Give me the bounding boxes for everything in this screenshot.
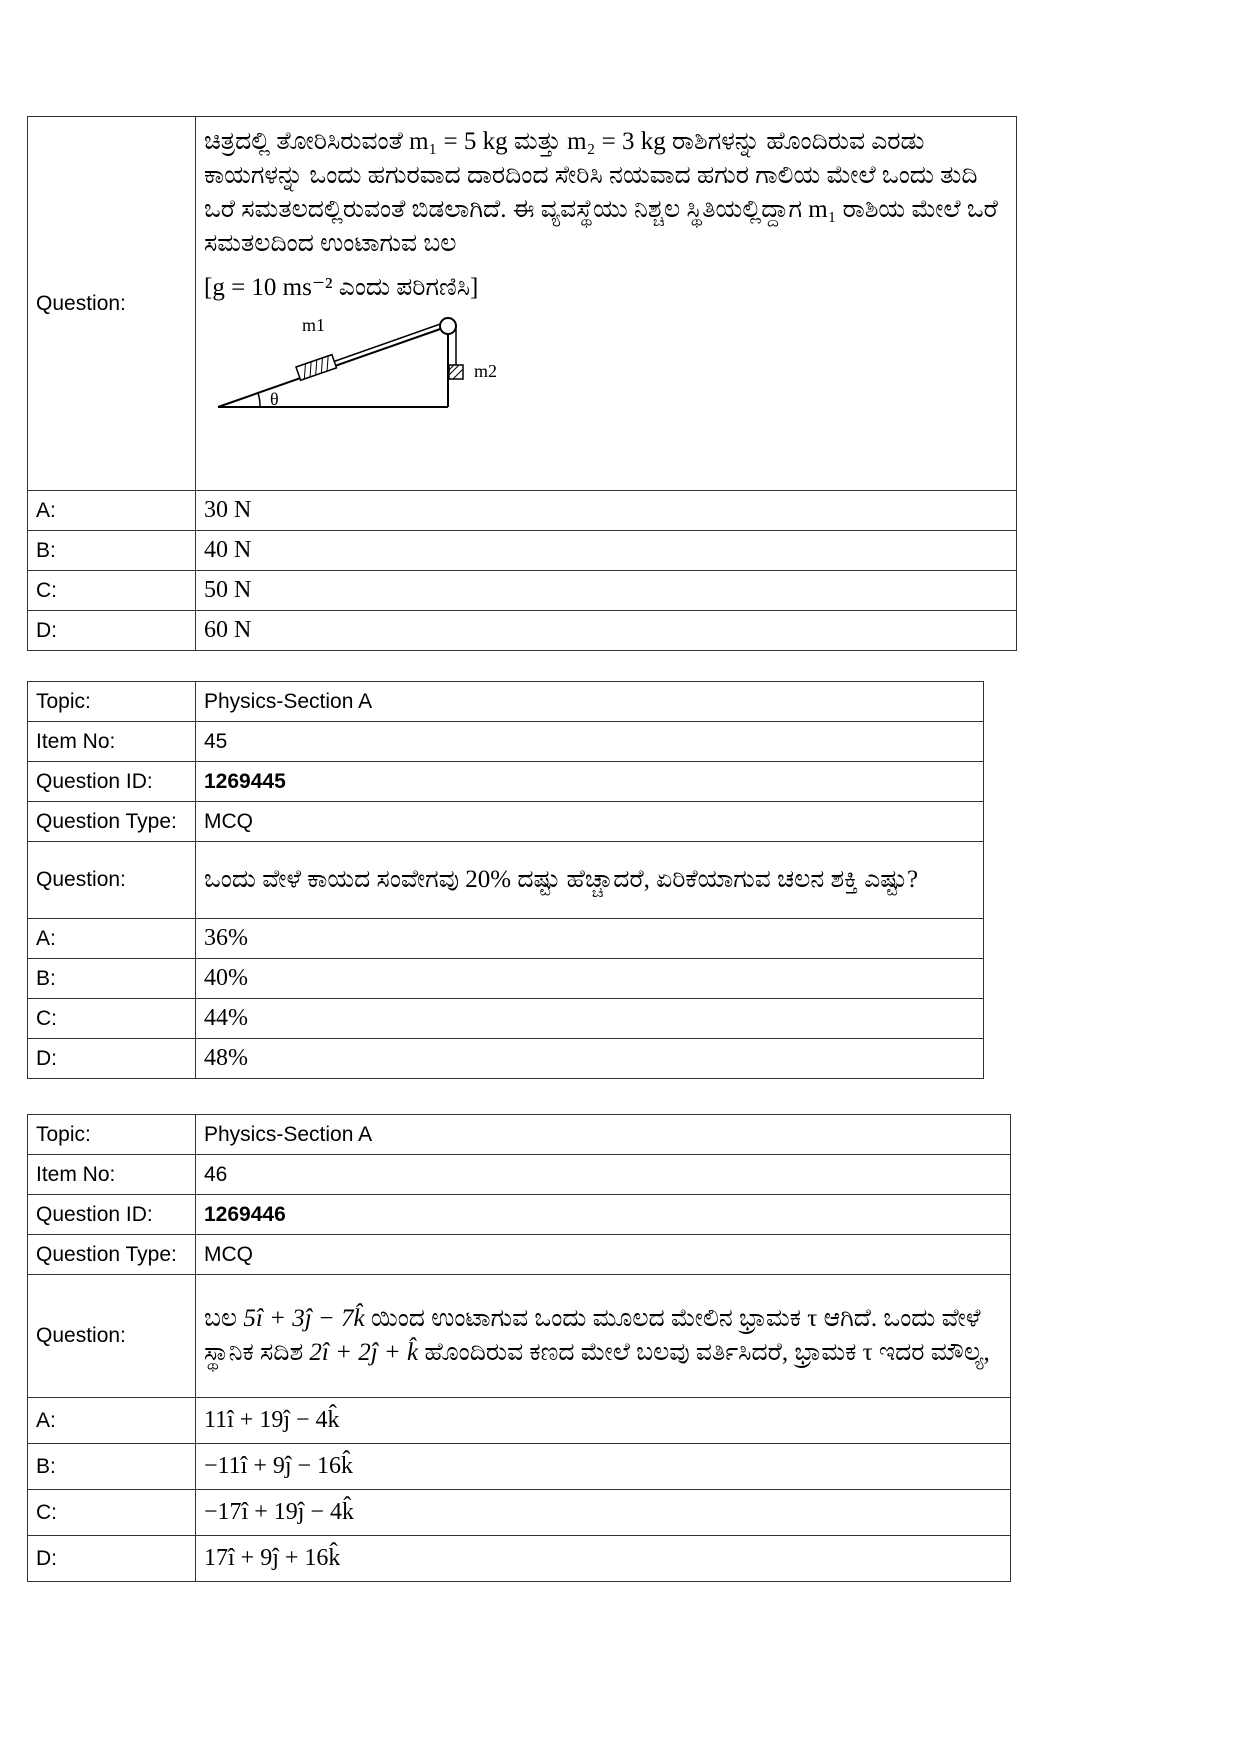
position-vector: 2î + 2ĵ + k̂ xyxy=(309,1339,419,1366)
question-note: [g = 10 ms⁻² ಎಂದು ಪರಿಗಣಿಸಿ] xyxy=(204,274,479,301)
force-vector: 5î + 3ĵ − 7k̂ xyxy=(243,1305,365,1332)
question-part-1: ಬಲ xyxy=(204,1305,238,1332)
option-b[interactable]: 40 N xyxy=(196,531,1017,571)
option-a[interactable]: 30 N xyxy=(196,491,1017,531)
option-b[interactable]: 40% xyxy=(196,959,984,999)
question-text xyxy=(196,1275,1011,1398)
string-on-incline xyxy=(324,322,446,365)
label-m1: m1 xyxy=(302,315,326,335)
question-label: Question: xyxy=(28,117,196,491)
question-id-value: 1269445 xyxy=(196,762,984,802)
option-d-label: D: xyxy=(28,1536,196,1582)
option-a-label: A: xyxy=(28,491,196,531)
incline-pulley-figure xyxy=(208,309,528,419)
option-a-label: A: xyxy=(28,1398,196,1444)
question-id-label: Question ID: xyxy=(28,762,196,802)
option-c-label: C: xyxy=(28,571,196,611)
item-no-label: Item No: xyxy=(28,722,196,762)
topic-label: Topic: xyxy=(28,682,196,722)
question-id-label: Question ID: xyxy=(28,1195,196,1235)
question-card-44 xyxy=(27,116,1017,651)
question-card-45 xyxy=(27,681,984,1079)
option-d-label: D: xyxy=(28,611,196,651)
question-label: Question: xyxy=(28,1275,196,1398)
option-a-label: A: xyxy=(28,919,196,959)
option-a[interactable]: 11î + 19ĵ − 4k̂ xyxy=(196,1398,1011,1444)
question-text xyxy=(196,117,1017,491)
option-d[interactable]: 17î + 9ĵ + 16k̂ xyxy=(196,1536,1011,1582)
option-d[interactable]: 60 N xyxy=(196,611,1017,651)
question-id-value: 1269446 xyxy=(196,1195,1011,1235)
question-type-value: MCQ xyxy=(196,1235,1011,1275)
item-no-value: 45 xyxy=(196,722,984,762)
label-theta: θ xyxy=(270,389,279,409)
topic-value: Physics-Section A xyxy=(196,1115,1011,1155)
option-c[interactable]: −17î + 19ĵ − 4k̂ xyxy=(196,1490,1011,1536)
question-part-2: ಯಿಂದ ಉಂಟಾಗುವ ಒಂದು ಮೂಲದ ಮೇಲಿನ ಭ್ರಾಮಕ τ ಆಗಿದೆ. ಒಂದು ವೇಳೆ ಸ್ಥಾನಿಕ ಸದಿಶ xyxy=(204,1305,981,1366)
block-m1 xyxy=(296,355,336,381)
question-body: ಚಿತ್ರದಲ್ಲಿ ತೋರಿಸಿರುವಂತೆ m₁ = 5 kg ಮತ್ತು m₂ = 3 kg ರಾಶಿಗಳನ್ನು ಹೊಂದಿರುವ ಎರಡು ಕಾಯಗಳನ್ನು ಒಂದು ಹಗುರವಾದ ದಾರದಿಂದ ಸೇರಿಸಿ ನಯವಾದ ಹಗುರ ಗಾಲಿಯ ಮೇಲೆ ಒಂದು ತುದಿ ಒರೆ ಸಮತಲದಲ್ಲಿರುವಂತೆ ಬಿಡಲಾಗಿದೆ. ಈ ವ್ಯವಸ್ಥೆಯು ನಿಶ್ಚಲ ಸ್ಥಿತಿಯಲ್ಲಿದ್ದಾಗ m₁ ರಾಶಿಯ ಮೇಲೆ ಒರೆ ಸಮತಲದಿಂದ ಉಂಟಾಗುವ ಬಲ xyxy=(204,128,998,257)
option-c-label: C: xyxy=(28,1490,196,1536)
option-c[interactable]: 44% xyxy=(196,999,984,1039)
option-b[interactable]: −11î + 9ĵ − 16k̂ xyxy=(196,1444,1011,1490)
question-text: ಒಂದು ವೇಳೆ ಕಾಯದ ಸಂವೇಗವು 20% ದಷ್ಟು ಹೆಚ್ಚಾದರೆ, ಏರಿಕೆಯಾಗುವ ಚಲನ ಶಕ್ತಿ ಎಷ್ಟು? xyxy=(196,842,984,919)
question-card-46 xyxy=(27,1114,1011,1582)
item-no-value: 46 xyxy=(196,1155,1011,1195)
topic-value: Physics-Section A xyxy=(196,682,984,722)
label-m2: m2 xyxy=(474,361,498,381)
question-type-label: Question Type: xyxy=(28,1235,196,1275)
question-type-label: Question Type: xyxy=(28,802,196,842)
option-b-label: B: xyxy=(28,1444,196,1490)
option-d[interactable]: 48% xyxy=(196,1039,984,1079)
option-c[interactable]: 50 N xyxy=(196,571,1017,611)
question-label: Question: xyxy=(28,842,196,919)
option-b-label: B: xyxy=(28,959,196,999)
topic-label: Topic: xyxy=(28,1115,196,1155)
block-m2 xyxy=(449,365,463,379)
option-a[interactable]: 36% xyxy=(196,919,984,959)
angle-arc xyxy=(258,393,260,407)
option-d-label: D: xyxy=(28,1039,196,1079)
option-b-label: B: xyxy=(28,531,196,571)
option-c-label: C: xyxy=(28,999,196,1039)
pulley xyxy=(440,318,456,334)
item-no-label: Item No: xyxy=(28,1155,196,1195)
question-part-3: ಹೊಂದಿರುವ ಕಣದ ಮೇಲೆ ಬಲವು ವರ್ತಿಸಿದರೆ, ಭ್ರಾಮಕ τ ಇದರ ಮೌಲ್ಯ, xyxy=(424,1339,990,1366)
question-type-value: MCQ xyxy=(196,802,984,842)
